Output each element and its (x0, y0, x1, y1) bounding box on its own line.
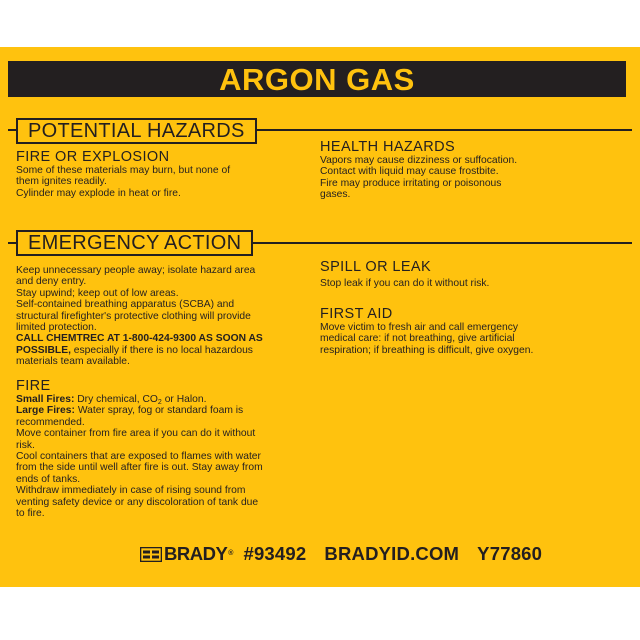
label-footer (140, 543, 560, 565)
fire-block (16, 378, 308, 519)
emergency-general-block (16, 265, 308, 368)
brady-mark-icon (140, 547, 162, 562)
small-fires-line (16, 394, 308, 405)
label-title: ARGON GAS (8, 61, 626, 97)
emergency-text-1: Keep unnecessary people away; isolate hazard area (16, 265, 256, 276)
health-hazards-block (320, 139, 620, 201)
first-aid-text-1: Move victim to fresh air and call emergency (320, 322, 519, 333)
chemtrec-line-2 (16, 345, 308, 356)
small-fires-label: Small Fires: (16, 394, 75, 405)
large-fires-text-1: Water spray, fog or standard foam is (74, 405, 244, 417)
fire-text-3: Cool containers that are exposed to flames with water (16, 451, 261, 463)
fire-heading: FIRE (16, 378, 51, 394)
fire-or-explosion-text-2: them ignites readily. (16, 176, 107, 188)
small-fires-text-a: Dry chemical, CO (74, 394, 158, 405)
first-aid-text-2: medical care: if not breathing, give artificial (320, 333, 515, 345)
first-aid-heading: FIRST AID (320, 306, 393, 322)
fire-text-5: ends of tanks. (16, 473, 81, 485)
first-aid-text-3: respiration; if breathing is difficult, give oxygen. (320, 344, 534, 356)
first-aid-block (320, 306, 620, 356)
part-number: #93492 (243, 543, 307, 564)
chemtrec-bold-2: POSSIBLE, (16, 344, 71, 356)
emergency-text-2: and deny entry. (16, 276, 87, 288)
chemtrec-line-3: materials team available. (16, 356, 130, 368)
fire-or-explosion-text-3: Cylinder may explode in heat or fire. (16, 187, 181, 199)
fire-text-1: Move container from fire area if you can do it without (16, 428, 256, 440)
emergency-text-6: limited protection. (16, 322, 97, 334)
large-fires-text-2: recommended. (16, 416, 85, 428)
brady-logo (140, 543, 233, 565)
chemtrec-rest-2: especially if there is no local hazardous (70, 344, 253, 356)
emergency-text-4: Self-contained breathing apparatus (SCBA) and (16, 299, 235, 311)
fire-text-2: risk. (16, 439, 35, 451)
health-hazards-text-1: Vapors may cause dizziness or suffocation. (320, 155, 518, 166)
spill-or-leak-block (320, 259, 620, 289)
brady-brand-text: BRADY (164, 543, 228, 564)
health-hazards-text-3: Fire may produce irritating or poisonous (320, 177, 502, 189)
potential-hazards-header: POTENTIAL HAZARDS (16, 118, 257, 144)
emergency-text-3: Stay upwind; keep out of low areas. (16, 287, 179, 299)
fire-or-explosion-block (16, 149, 306, 199)
fire-text-8: to fire. (16, 508, 45, 520)
fire-or-explosion-text-1: Some of these materials may burn, but none of (16, 165, 231, 176)
fire-or-explosion-heading: FIRE OR EXPLOSION (16, 149, 170, 165)
small-fires-text-b: or Halon. (161, 394, 207, 405)
fire-text-4: from the side until well after fire is out. Stay away from (16, 462, 263, 474)
large-fires-label: Large Fires: (16, 405, 75, 417)
fire-text-6: Withdraw immediately in case of rising sound from (16, 485, 246, 497)
health-hazards-text-2: Contact with liquid may cause frostbite. (320, 166, 499, 178)
argon-gas-label (0, 47, 640, 587)
spill-or-leak-text-1: Stop leak if you can do it without risk. (320, 278, 490, 289)
co2-subscript: 2 (157, 399, 162, 406)
chemtrec-line-1 (16, 333, 308, 344)
fire-text-7: venting safety device or any discoloration of tank due (16, 496, 259, 508)
health-hazards-text-4: gases. (320, 189, 351, 201)
health-hazards-heading: HEALTH HAZARDS (320, 139, 456, 155)
large-fires-line (16, 405, 308, 416)
emergency-text-5: structural firefighter's protective clothing will provide (16, 310, 251, 322)
website: BRADYID.COM (324, 543, 460, 564)
product-code: Y77860 (477, 543, 543, 564)
chemtrec-bold-1: CALL CHEMTREC AT 1-800-424-9300 AS SOON AS (16, 333, 263, 345)
brady-registered-mark: ® (228, 550, 234, 557)
spill-or-leak-heading: SPILL OR LEAK (320, 259, 432, 275)
emergency-action-header: EMERGENCY ACTION (16, 230, 253, 256)
